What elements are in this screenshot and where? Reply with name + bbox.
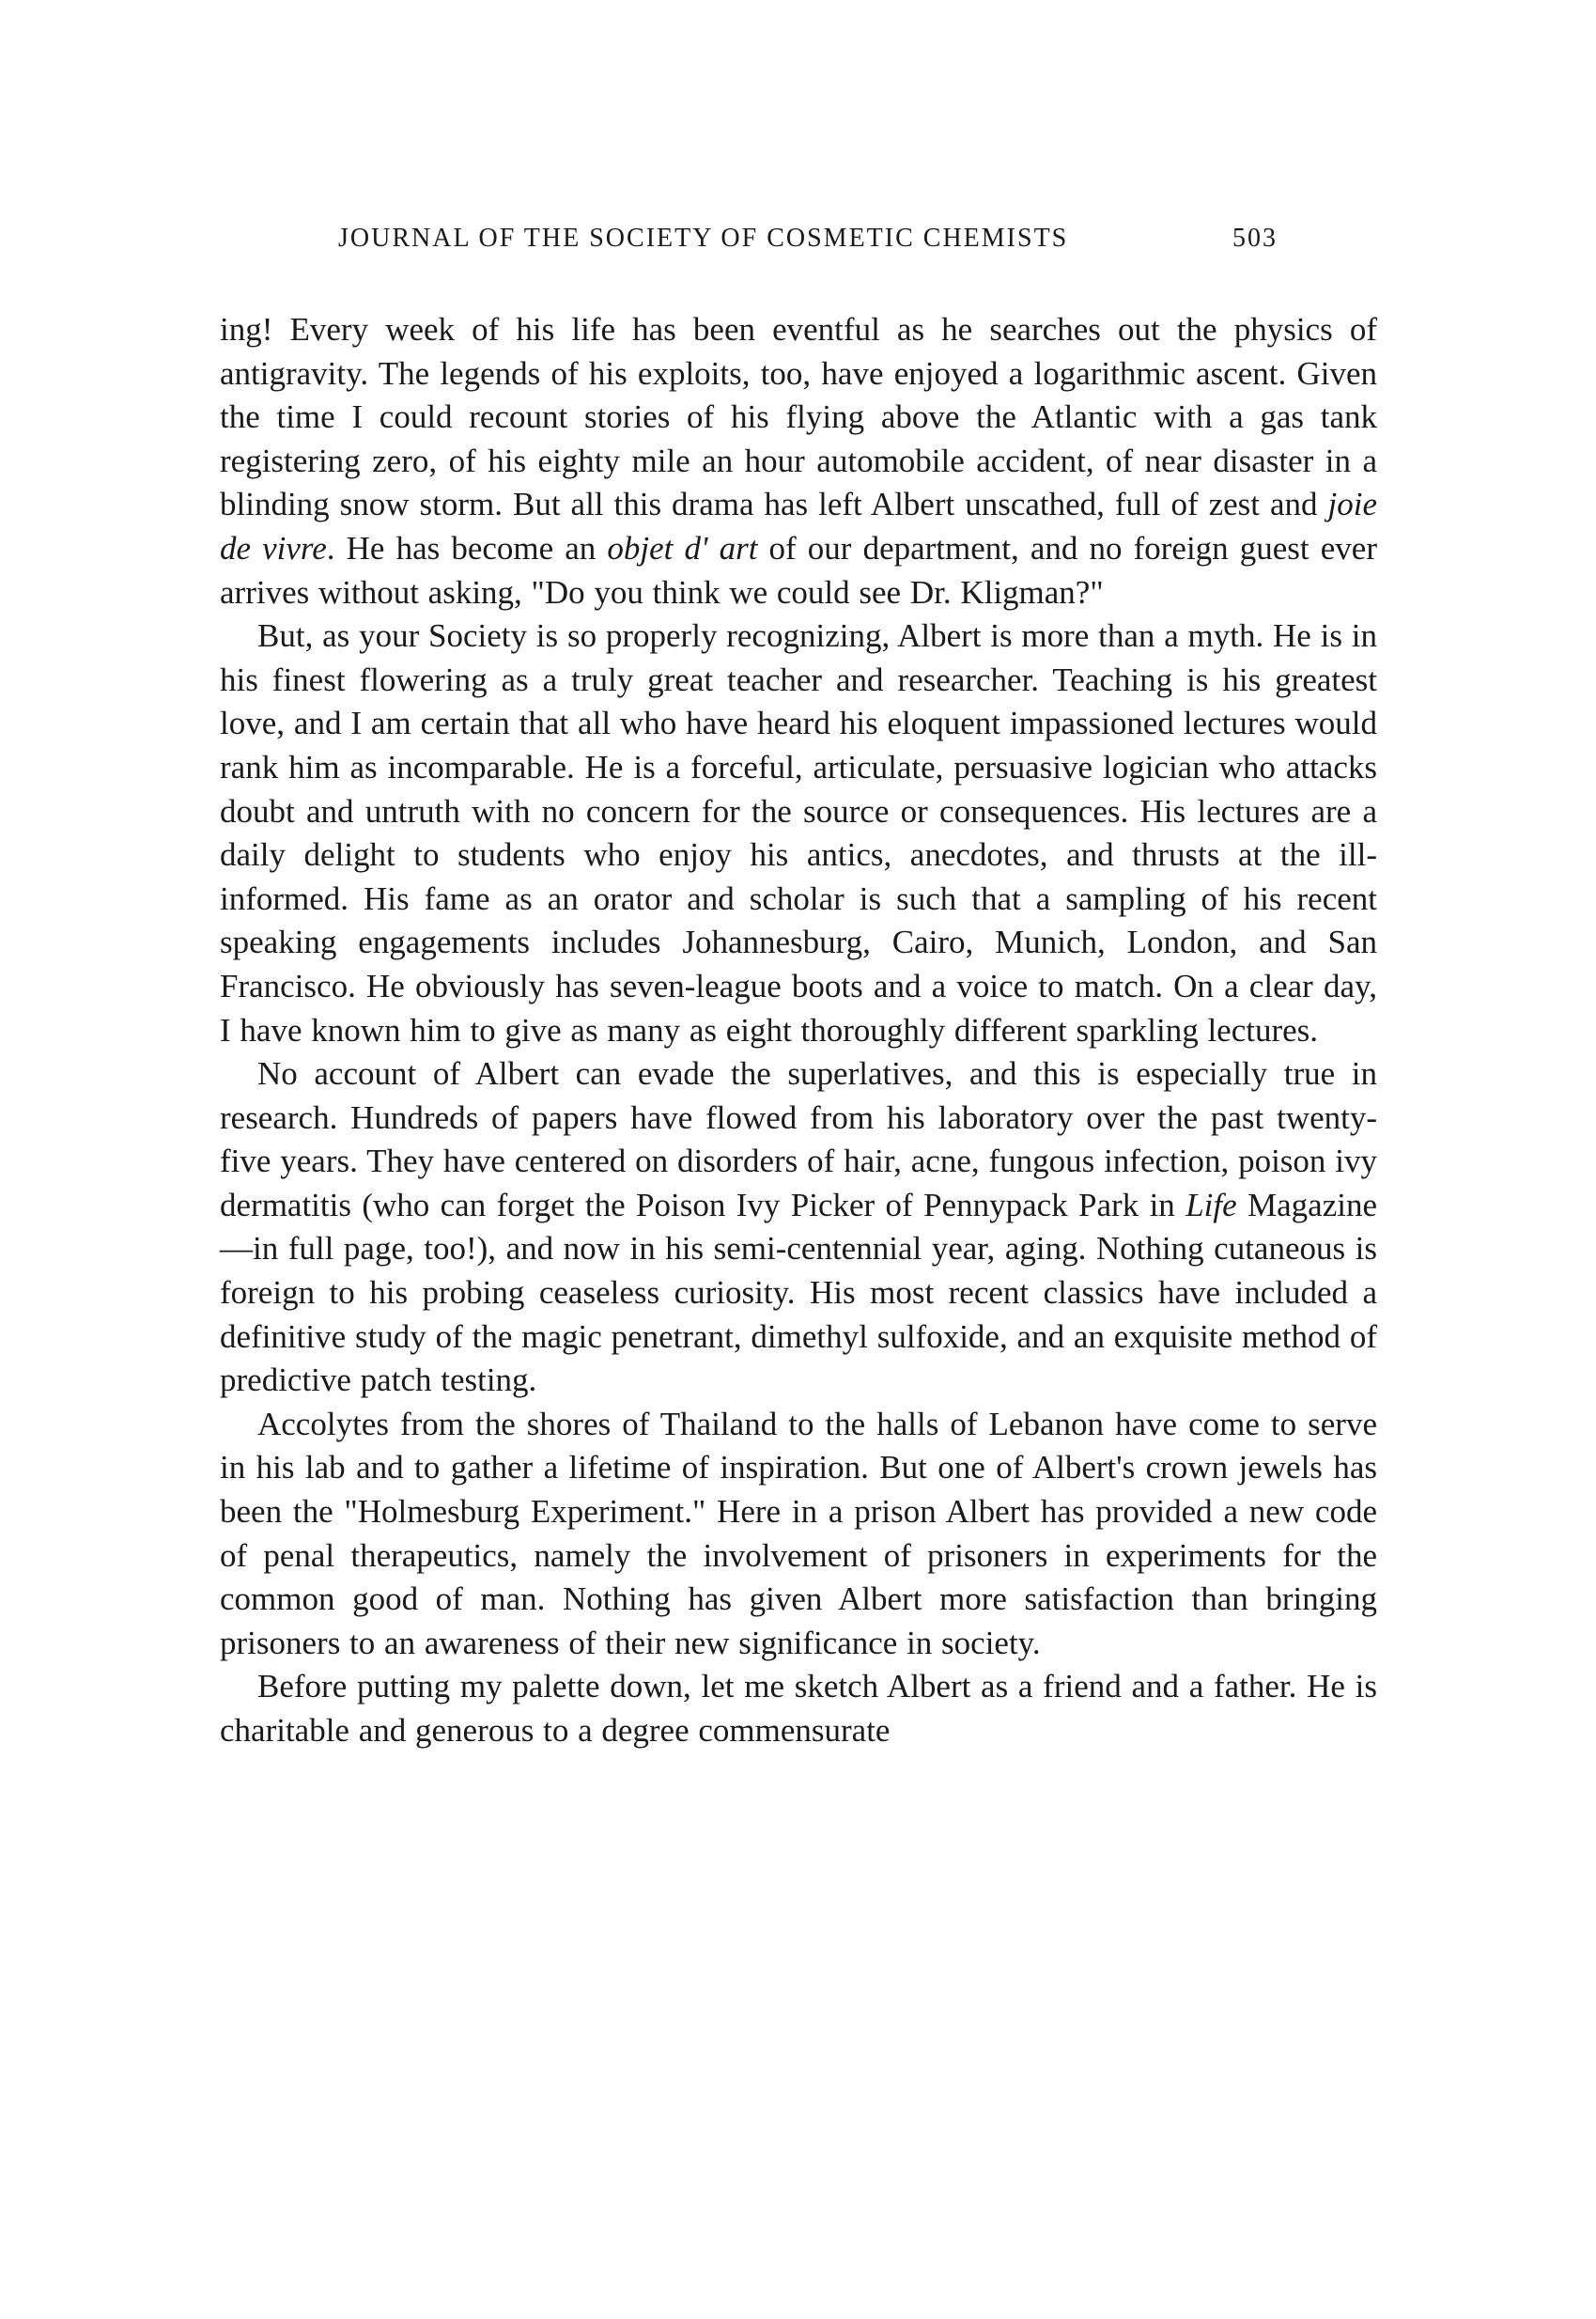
- text-segment: No account of Albert can evade the superlatives, and this is especially true in research. Hundreds of papers have flowed from his laboratory over the past twenty-five years. They have centered on disorders of hair, acne, fungous infection, poison ivy dermatitis (who can forget the Poison Ivy Picker of Pennypack Park in: [220, 1055, 1377, 1223]
- page-number: 503: [1232, 224, 1278, 253]
- journal-title: JOURNAL OF THE SOCIETY OF COSMETIC CHEMISTS: [338, 224, 1069, 253]
- text-segment: . He has become an: [326, 529, 608, 567]
- text-segment: Magazine—in full page, too!), and now in his semi-centennial year, aging. Nothing cutaneous is foreign to his probing ceaseless curiosity. His most recent classics have included a definitive study of the magic penetrant, dimethyl sulfoxide, and an exquisite method of predictive patch testing.: [220, 1186, 1378, 1399]
- text-segment: Accolytes from the shores of Thailand to the halls of Lebanon have come to serve in his lab and to gather a lifetime of inspiration. But one of Albert's crown jewels has been the "Holmesburg Experiment." Here in a prison Albert has provided a new code of penal therapeutics, namely the involvement of prisoners in experiments for the common good of man. Nothing has given Albert more satisfaction than bringing prisoners to an awareness of their new significance in society.: [220, 1405, 1377, 1661]
- paragraph-5: [220, 1665, 1377, 1752]
- paragraph-3: [220, 1052, 1377, 1403]
- text-segment: But, as your Society is so properly recognizing, Albert is more than a myth. He is in his finest flowering as a truly great teacher and researcher. Teaching is his greatest love, and I am certain that all who have heard his eloquent impassioned lectures would rank him as incomparable. He is a forceful, articulate, persuasive logician who attacks doubt and untruth with no concern for the source or consequences. His lectures are a daily delight to students who enjoy his antics, anecdotes, and thrusts at the ill-informed. His fame as an orator and scholar is such that a sampling of his recent speaking engagements includes Johannesburg, Cairo, Munich, London, and San Francisco. He obviously has seven-league boots and a voice to match. On a clear day, I have known him to give as many as eight thoroughly different sparkling lectures.: [220, 617, 1377, 1049]
- italic-magazine-title: Life: [1185, 1186, 1237, 1223]
- text-segment: ing! Every week of his life has been eventful as he searches out the physics of antigravity. The legends of his exploits, too, have enjoyed a logarithmic ascent. Given the time I could recount stories of his flying above the Atlantic with a gas tank registering zero, of his eighty mile an hour automobile accident, of near disaster in a blinding snow storm. But all this drama has left Albert unscathed, full of zest and: [220, 311, 1377, 523]
- paragraph-4: [220, 1403, 1377, 1666]
- paragraph-1: [220, 308, 1377, 615]
- article-body: [220, 308, 1377, 1753]
- running-head: [338, 224, 1278, 261]
- italic-phrase-joie-de-vivre: joie de vivre: [220, 486, 1377, 567]
- italic-phrase-objet-d-art: objet d' art: [607, 529, 758, 567]
- text-segment: Before putting my palette down, let me sketch Albert as a friend and a father. He is charitable and generous to a degree commensurate: [220, 1668, 1377, 1749]
- text-segment: of our department, and no foreign guest ever arrives without asking, "Do you think we could see Dr. Kligman?": [220, 529, 1377, 611]
- paragraph-2: [220, 615, 1377, 1052]
